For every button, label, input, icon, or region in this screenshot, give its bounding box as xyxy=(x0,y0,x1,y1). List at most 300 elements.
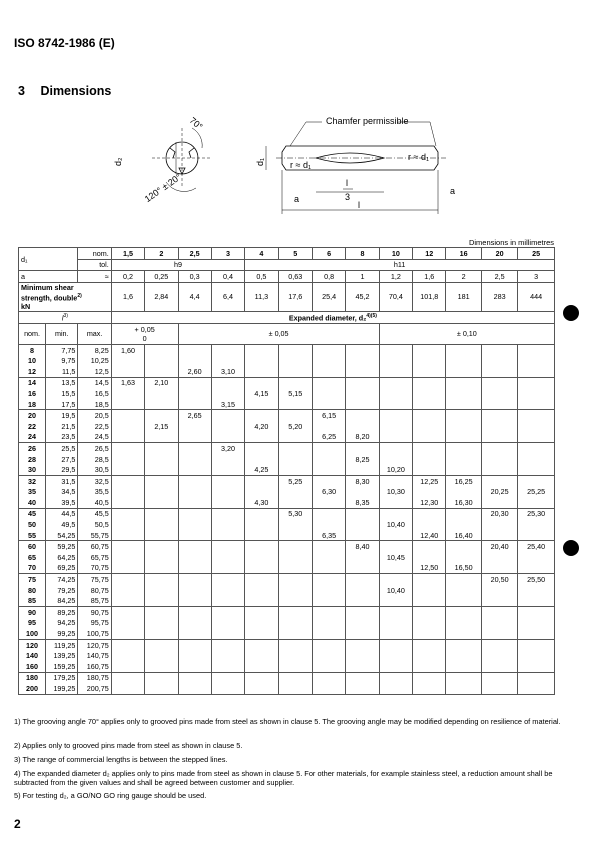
expanded-diameter-value xyxy=(145,519,178,530)
a-value: 0,2 xyxy=(111,271,144,283)
length-row xyxy=(19,475,555,486)
page-number: 2 xyxy=(14,817,21,831)
footnote-5: 5) For testing d₂, a GO/NO GO ring gauge should be used. xyxy=(14,791,207,800)
expanded-diameter-value xyxy=(413,519,446,530)
shear-value: 2,84 xyxy=(145,282,178,311)
expanded-diameter-value: 20,30 xyxy=(481,508,517,519)
length-max: 50,5 xyxy=(78,519,111,530)
expanded-diameter-value xyxy=(211,344,244,355)
expanded-diameter-value xyxy=(211,639,244,650)
length-max: 65,75 xyxy=(78,552,111,563)
length-nom: 35 xyxy=(19,486,46,497)
expanded-diameter-value xyxy=(312,607,345,618)
expanded-diameter-value: 25,30 xyxy=(518,508,555,519)
section-number: 3 xyxy=(18,84,25,98)
expanded-diameter-value xyxy=(346,574,379,585)
expanded-diameter-value xyxy=(178,388,211,399)
a-value: 1,6 xyxy=(413,271,446,283)
length-row xyxy=(19,366,555,377)
expanded-diameter-value xyxy=(145,508,178,519)
expanded-diameter-value xyxy=(111,595,144,606)
shear-value: 1,6 xyxy=(111,282,144,311)
expanded-diameter-value xyxy=(481,443,517,454)
expanded-diameter-value xyxy=(481,388,517,399)
expanded-diameter-value xyxy=(145,552,178,563)
d1-value: 16 xyxy=(446,248,481,260)
length-max: 10,25 xyxy=(78,355,111,366)
expanded-diameter-value xyxy=(481,607,517,618)
expanded-diameter-value xyxy=(379,454,412,465)
expanded-diameter-value xyxy=(211,497,244,508)
a-value: 0,3 xyxy=(178,271,211,283)
length-row xyxy=(19,541,555,552)
d1-tol-row xyxy=(19,259,555,271)
expanded-diameter-value xyxy=(446,508,481,519)
expanded-diameter-value xyxy=(446,344,481,355)
expanded-diameter-value xyxy=(178,618,211,629)
length-max: 75,75 xyxy=(78,574,111,585)
expanded-diameter-value xyxy=(178,530,211,541)
expanded-diameter-value xyxy=(111,585,144,596)
expanded-diameter-value: 3,10 xyxy=(211,366,244,377)
expanded-diameter-value xyxy=(178,595,211,606)
expanded-diameter-value xyxy=(111,410,144,421)
length-max: 90,75 xyxy=(78,607,111,618)
expanded-diameter-value xyxy=(312,628,345,639)
expanded-diameter-value xyxy=(413,410,446,421)
expanded-diameter-value: 3,15 xyxy=(211,399,244,410)
expanded-diameter-value xyxy=(413,618,446,629)
expanded-diameter-value xyxy=(278,585,312,596)
expanded-diameter-value xyxy=(278,355,312,366)
expanded-diameter-value xyxy=(245,475,278,486)
expanded-diameter-value xyxy=(278,541,312,552)
expanded-diameter-value xyxy=(145,432,178,443)
expanded-diameter-value xyxy=(346,661,379,672)
expanded-diameter-value xyxy=(312,497,345,508)
d1-value: 8 xyxy=(346,248,379,260)
expanded-diameter-value: 12,40 xyxy=(413,530,446,541)
expanded-diameter-value xyxy=(145,497,178,508)
expanded-diameter-value xyxy=(518,639,555,650)
expanded-diameter-value xyxy=(312,595,345,606)
length-nom: 60 xyxy=(19,541,46,552)
expanded-diameter-value xyxy=(211,432,244,443)
length-max: 24,5 xyxy=(78,432,111,443)
length-row xyxy=(19,486,555,497)
length-min: 27,5 xyxy=(46,454,78,465)
expanded-diameter-value xyxy=(245,552,278,563)
expanded-diameter-value xyxy=(111,628,144,639)
expanded-diameter-value xyxy=(278,443,312,454)
expanded-diameter-value xyxy=(346,344,379,355)
expanded-diameter-value xyxy=(312,377,345,388)
expanded-diameter-value xyxy=(446,519,481,530)
expanded-diameter-value xyxy=(518,410,555,421)
length-max: 30,5 xyxy=(78,464,111,475)
expanded-diameter-value xyxy=(481,628,517,639)
length-max: 120,75 xyxy=(78,639,111,650)
length-row xyxy=(19,574,555,585)
expanded-diameter-value: 8,40 xyxy=(346,541,379,552)
expanded-diameter-value xyxy=(145,388,178,399)
expanded-diameter-value xyxy=(145,661,178,672)
tol-exp-3: ± 0,10 xyxy=(379,323,554,344)
expanded-diameter-value xyxy=(481,650,517,661)
length-label: l xyxy=(358,200,360,210)
expanded-diameter-value xyxy=(178,486,211,497)
expanded-diameter-value xyxy=(245,607,278,618)
expanded-diameter-value xyxy=(245,628,278,639)
expanded-diameter-value xyxy=(413,377,446,388)
expanded-diameter-value xyxy=(346,399,379,410)
expanded-diameter-value xyxy=(312,344,345,355)
expanded-diameter-value xyxy=(278,410,312,421)
expanded-diameter-value xyxy=(446,454,481,465)
expanded-diameter-value xyxy=(481,475,517,486)
length-max: 200,75 xyxy=(78,683,111,694)
expanded-diameter-value xyxy=(211,486,244,497)
expanded-diameter-value xyxy=(346,672,379,683)
length-min: 11,5 xyxy=(46,366,78,377)
expanded-diameter-value xyxy=(312,574,345,585)
expanded-diameter-value xyxy=(312,650,345,661)
expanded-diameter-value: 6,35 xyxy=(312,530,345,541)
shear-label-unit: kN xyxy=(21,302,31,312)
a-value: 1,2 xyxy=(379,271,412,283)
tol-h11: h11 xyxy=(245,259,555,271)
expanded-diameter-value xyxy=(245,639,278,650)
length-nom: 65 xyxy=(19,552,46,563)
expanded-diameter-value xyxy=(245,454,278,465)
expanded-diameter-value xyxy=(379,672,412,683)
shear-label-line1: Minimum shear xyxy=(21,282,74,292)
expanded-diameter-value xyxy=(278,497,312,508)
expanded-diameter-value xyxy=(278,563,312,574)
expanded-diameter-value: 8,25 xyxy=(346,454,379,465)
d1-value: 6 xyxy=(312,248,345,260)
shear-value: 25,4 xyxy=(312,282,345,311)
footnote-3: 3) The range of commercial lengths is between the stepped lines. xyxy=(14,755,228,764)
expanded-diameter-value: 25,25 xyxy=(518,486,555,497)
length-min: 23,5 xyxy=(46,432,78,443)
shear-label-line2 xyxy=(21,292,109,302)
d1-value: 4 xyxy=(245,248,278,260)
tol-exp-1 xyxy=(111,323,178,344)
expanded-diameter-value xyxy=(245,355,278,366)
length-max: 18,5 xyxy=(78,399,111,410)
expanded-diameter-value xyxy=(111,432,144,443)
expanded-diameter-value xyxy=(178,475,211,486)
expanded-diameter-value xyxy=(518,552,555,563)
expanded-diameter-value xyxy=(145,618,178,629)
expanded-diameter-value xyxy=(379,628,412,639)
expanded-diameter-value xyxy=(111,541,144,552)
expanded-diameter-value xyxy=(278,607,312,618)
expanded-diameter-value xyxy=(413,508,446,519)
shear-footnote-ref: 2) xyxy=(77,292,82,299)
expanded-diameter-value xyxy=(111,519,144,530)
expanded-diameter-value xyxy=(413,355,446,366)
length-row xyxy=(19,650,555,661)
expanded-diameter-value xyxy=(413,443,446,454)
expanded-diameter-value xyxy=(346,595,379,606)
expanded-diameter-value xyxy=(211,607,244,618)
expanded-diameter-value: 2,65 xyxy=(178,410,211,421)
expanded-diameter-value xyxy=(111,486,144,497)
length-min: 29,5 xyxy=(46,464,78,475)
expanded-diameter-value xyxy=(178,585,211,596)
length-row xyxy=(19,355,555,366)
expanded-diameter-value xyxy=(312,661,345,672)
length-row xyxy=(19,530,555,541)
expanded-label: Expanded diameter, d₂ xyxy=(288,313,367,323)
expanded-diameter-value xyxy=(111,421,144,432)
expanded-diameter-value xyxy=(312,683,345,694)
expanded-diameter-value xyxy=(111,464,144,475)
expanded-footnote-ref: 4)(5) xyxy=(366,313,377,320)
expanded-diameter-value xyxy=(111,661,144,672)
expanded-diameter-value xyxy=(145,475,178,486)
expanded-diameter-value xyxy=(481,421,517,432)
expanded-diameter-value xyxy=(178,563,211,574)
third-length-num: l xyxy=(346,178,348,188)
expanded-diameter-value xyxy=(211,388,244,399)
expanded-diameter-value xyxy=(111,355,144,366)
expanded-diameter-value xyxy=(446,672,481,683)
expanded-diameter-value xyxy=(211,421,244,432)
expanded-diameter-value xyxy=(379,497,412,508)
expanded-diameter-value xyxy=(379,607,412,618)
expanded-diameter-value xyxy=(211,574,244,585)
expanded-diameter-value xyxy=(312,552,345,563)
expanded-diameter-value xyxy=(111,443,144,454)
end-view-d2-label: d₂ xyxy=(113,157,123,166)
expanded-diameter-value xyxy=(346,366,379,377)
expanded-diameter-value xyxy=(518,519,555,530)
d1-value: 20 xyxy=(481,248,517,260)
expanded-diameter-value: 5,15 xyxy=(278,388,312,399)
length-nom: 120 xyxy=(19,639,46,650)
length-row xyxy=(19,388,555,399)
expanded-diameter-value xyxy=(312,563,345,574)
expanded-diameter-value xyxy=(245,443,278,454)
expanded-diameter-value xyxy=(211,508,244,519)
shear-value: 283 xyxy=(481,282,517,311)
expanded-diameter-value xyxy=(211,519,244,530)
length-nom: 75 xyxy=(19,574,46,585)
expanded-diameter-value xyxy=(145,464,178,475)
expanded-diameter-value xyxy=(245,618,278,629)
length-nom: 24 xyxy=(19,432,46,443)
expanded-diameter-value xyxy=(481,563,517,574)
expanded-diameter-value: 4,25 xyxy=(245,464,278,475)
expanded-diameter-value xyxy=(346,410,379,421)
expanded-diameter-value xyxy=(413,541,446,552)
expanded-diameter-value xyxy=(518,399,555,410)
expanded-diameter-value xyxy=(346,607,379,618)
third-length-den: 3 xyxy=(345,192,351,202)
expanded-diameter-value xyxy=(518,661,555,672)
expanded-diameter-value xyxy=(145,530,178,541)
expanded-diameter-value xyxy=(413,639,446,650)
expanded-diameter-value xyxy=(413,366,446,377)
length-min: 34,5 xyxy=(46,486,78,497)
length-row xyxy=(19,399,555,410)
radius-label-right: r ≈ d₁ xyxy=(408,152,429,162)
length-max: 32,5 xyxy=(78,475,111,486)
expanded-diameter-value xyxy=(245,366,278,377)
footnote-4: 4) The expanded diameter d₂ applies only to pins made from steel as shown in clause 5. For other materials, for example stainless steel, a reduction amount shall be subtracted from the given values and shall be agreed between customer and supplier. xyxy=(14,769,553,788)
expanded-diameter-value: 6,30 xyxy=(312,486,345,497)
l-nom-heading: nom. xyxy=(19,323,46,344)
expanded-diameter-value xyxy=(481,344,517,355)
expanded-diameter-value xyxy=(346,355,379,366)
expanded-diameter-value xyxy=(379,344,412,355)
expanded-diameter-value xyxy=(379,388,412,399)
expanded-diameter-value xyxy=(111,388,144,399)
expanded-diameter-value xyxy=(518,595,555,606)
length-min: 139,25 xyxy=(46,650,78,661)
length-min: 7,75 xyxy=(46,344,78,355)
length-min: 44,5 xyxy=(46,508,78,519)
expanded-diameter-value xyxy=(278,454,312,465)
expanded-diameter-value xyxy=(145,607,178,618)
expanded-diameter-value xyxy=(145,595,178,606)
expanded-diameter-value xyxy=(446,541,481,552)
expanded-diameter-value: 10,40 xyxy=(379,585,412,596)
expanded-diameter-value: 1,60 xyxy=(111,344,144,355)
expanded-diameter-value xyxy=(178,519,211,530)
expanded-diameter-value xyxy=(145,672,178,683)
length-min: 84,25 xyxy=(46,595,78,606)
expanded-diameter-value xyxy=(518,585,555,596)
expanded-diameter-value xyxy=(446,486,481,497)
expanded-diameter-value xyxy=(245,585,278,596)
expanded-diameter-value: 4,20 xyxy=(245,421,278,432)
expanded-diameter-value xyxy=(178,508,211,519)
expanded-diameter-value: 20,40 xyxy=(481,541,517,552)
expanded-diameter-value xyxy=(278,344,312,355)
expanded-diameter-value xyxy=(379,410,412,421)
expanded-diameter-value xyxy=(145,574,178,585)
expanded-diameter-value xyxy=(481,618,517,629)
expanded-diameter-value xyxy=(211,454,244,465)
expanded-diameter-value xyxy=(245,508,278,519)
length-min: 54,25 xyxy=(46,530,78,541)
expanded-diameter-value xyxy=(211,661,244,672)
expanded-diameter-value xyxy=(245,530,278,541)
expanded-diameter-value xyxy=(481,683,517,694)
expanded-diameter-value xyxy=(481,410,517,421)
shear-value: 45,2 xyxy=(346,282,379,311)
expanded-diameter-value xyxy=(481,454,517,465)
footnote-1: 1) The grooving angle 70° applies only to grooved pins made from steel as shown in clause 5. The grooving angle may be modified depending on resilience of material. xyxy=(14,717,561,726)
shear-value: 17,6 xyxy=(278,282,312,311)
length-row xyxy=(19,519,555,530)
expanded-diameter-value xyxy=(379,563,412,574)
expanded-diameter-value xyxy=(312,475,345,486)
expanded-diameter-value xyxy=(178,628,211,639)
length-min: 64,25 xyxy=(46,552,78,563)
expanded-diameter-value xyxy=(518,475,555,486)
expanded-diameter-value xyxy=(278,552,312,563)
a-value: 0,63 xyxy=(278,271,312,283)
expanded-diameter-value xyxy=(446,683,481,694)
expanded-diameter-value xyxy=(211,377,244,388)
expanded-diameter-value: 8,20 xyxy=(346,432,379,443)
length-row xyxy=(19,618,555,629)
expanded-diameter-value xyxy=(111,475,144,486)
a-row xyxy=(19,271,555,283)
length-min: 79,25 xyxy=(46,585,78,596)
expanded-diameter-value xyxy=(413,454,446,465)
expanded-diameter-value xyxy=(145,399,178,410)
length-min: 74,25 xyxy=(46,574,78,585)
expanded-diameter-value xyxy=(211,628,244,639)
expanded-diameter-value xyxy=(145,683,178,694)
expanded-diameter-value xyxy=(211,595,244,606)
length-row xyxy=(19,639,555,650)
length-nom: 16 xyxy=(19,388,46,399)
expanded-diameter-value xyxy=(446,366,481,377)
expanded-diameter-value xyxy=(481,585,517,596)
expanded-diameter-value: 16,25 xyxy=(446,475,481,486)
l-label: l xyxy=(61,313,64,323)
expanded-diameter-value xyxy=(346,563,379,574)
expanded-diameter-value xyxy=(379,366,412,377)
d1-label: d₁ xyxy=(19,248,78,271)
expanded-diameter-value xyxy=(446,585,481,596)
expanded-diameter-value xyxy=(413,574,446,585)
length-nom: 45 xyxy=(19,508,46,519)
length-nom: 28 xyxy=(19,454,46,465)
expanded-diameter-value xyxy=(145,486,178,497)
expanded-diameter-value xyxy=(245,344,278,355)
expanded-diameter-value: 1,63 xyxy=(111,377,144,388)
a-value: 1 xyxy=(346,271,379,283)
length-max: 85,75 xyxy=(78,595,111,606)
side-view-d1-label: d₁ xyxy=(255,157,265,166)
length-max: 160,75 xyxy=(78,661,111,672)
expanded-diameter-value: 16,40 xyxy=(446,530,481,541)
expanded-diameter-value xyxy=(379,530,412,541)
expanded-diameter-value xyxy=(278,519,312,530)
length-row xyxy=(19,508,555,519)
a-value: 2,5 xyxy=(481,271,517,283)
expanded-diameter-value: 5,25 xyxy=(278,475,312,486)
expanded-diameter-value xyxy=(413,585,446,596)
expanded-diameter-value: 2,10 xyxy=(145,377,178,388)
expanded-diameter-value xyxy=(178,574,211,585)
expanded-diameter-value xyxy=(178,639,211,650)
expanded-diameter-value xyxy=(518,366,555,377)
expanded-diameter-value xyxy=(278,574,312,585)
length-nom: 55 xyxy=(19,530,46,541)
shear-row xyxy=(19,282,555,311)
a-value: 0,4 xyxy=(211,271,244,283)
expanded-diameter-value xyxy=(446,574,481,585)
expanded-diameter-value xyxy=(278,486,312,497)
expanded-diameter-value xyxy=(245,672,278,683)
expanded-diameter-value xyxy=(481,355,517,366)
length-row xyxy=(19,563,555,574)
expanded-diameter-value xyxy=(481,639,517,650)
a-label-left: a xyxy=(294,194,300,204)
length-row xyxy=(19,628,555,639)
a-label: a xyxy=(19,271,78,283)
expanded-diameter-value xyxy=(481,519,517,530)
